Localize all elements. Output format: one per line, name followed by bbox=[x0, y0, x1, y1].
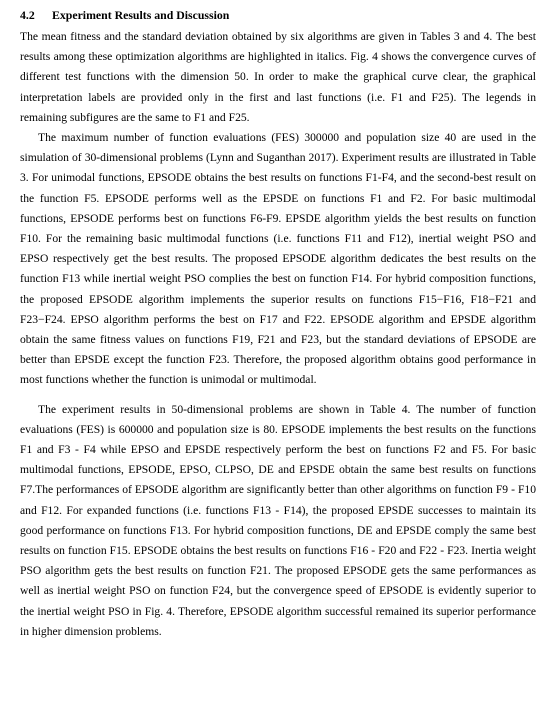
section-number: 4.2 bbox=[20, 8, 35, 22]
section-title: Experiment Results and Discussion bbox=[52, 8, 230, 22]
section-heading bbox=[20, 6, 536, 24]
paragraph-intro: The mean fitness and the standard deviation obtained by six algorithms are given in Tables 3 and 4. The best results among these optimization algorithms are highlighted in italics. Fig. 4 shows the convergence curves of different test functions with the dimension 50. In order to make the graphical curve clear, the graphical interpretation labels are provided only in the first and last functions (i.e. F1 and F25). The legends in remaining subfigures are the same to F1 and F25. bbox=[20, 30, 536, 124]
paragraph-50d-results: The experiment results in 50-dimensional problems are shown in Table 4. The number of function evaluations (FES) is 600000 and population size is 80. EPSODE implements the best results on the functions F1 and F3 - F4 while EPSO and EPSDE respectively perform the best on functions F2 and F5. For basic multimodal functions, EPSODE, EPSO, CLPSO, DE and EPSDE obtain the same best results on functions F7.The performances of EPSODE algorithm are significantly better than other algorithms on function F9 - F10 and F12. For expanded functions (i.e. functions F13 - F14), the proposed EPSDE successes to maintain its good performance on functions F13. For hybrid composition functions, DE and EPSDE comply the same best results on function F15. EPSODE obtains the best results on functions F16 - F20 and F22 - F23. Inertia weight PSO algorithm gets the best results on function F21. The proposed EPSODE gets the same performances as well as inertial weight PSO on function F24, but the convergence speed of EPSODE is evidently superior to the inertial weight PSO in Fig. 4. Therefore, EPSODE algorithm successful remained its superior performance in higher dimension problems. bbox=[20, 402, 536, 638]
paragraph-30d-results: The maximum number of function evaluations (FES) 300000 and population size 40 are used in the simulation of 30-dimensional problems (Lynn and Suganthan 2017). Experiment results are illustrated in Table 3. For unimodal functions, EPSODE obtains the best results on functions F1-F4, and the second-best result on the function F5. EPSODE performs well as the EPSDE on functions F1 and F2. For basic multimodal functions, EPSODE performs best on functions F6-F9. EPSDE algorithm yields the best results on function F10. For the remaining basic multimodal functions (i.e. functions F11 and F12), inertial weight PSO and EPSO respectively get the best results. The proposed EPSODE algorithm dedicates the best results on the function F13 while inertial weight PSO complies the best on function F14. For hybrid composition functions, the proposed EPSODE algorithm implements the superior results on functions F15−F16, F18−F21 and F23−F24. EPSO algorithm performs the best on F17 and F22. EPSODE algorithm and EPSDE algorithm obtain the same fitness values on functions F19, F21 and F23, but the standard deviations of EPSODE are better than EPSDE except the function F23. Therefore, the proposed algorithm obtains good performance in most functions whether the function is unimodal or multimodal. bbox=[20, 131, 536, 387]
